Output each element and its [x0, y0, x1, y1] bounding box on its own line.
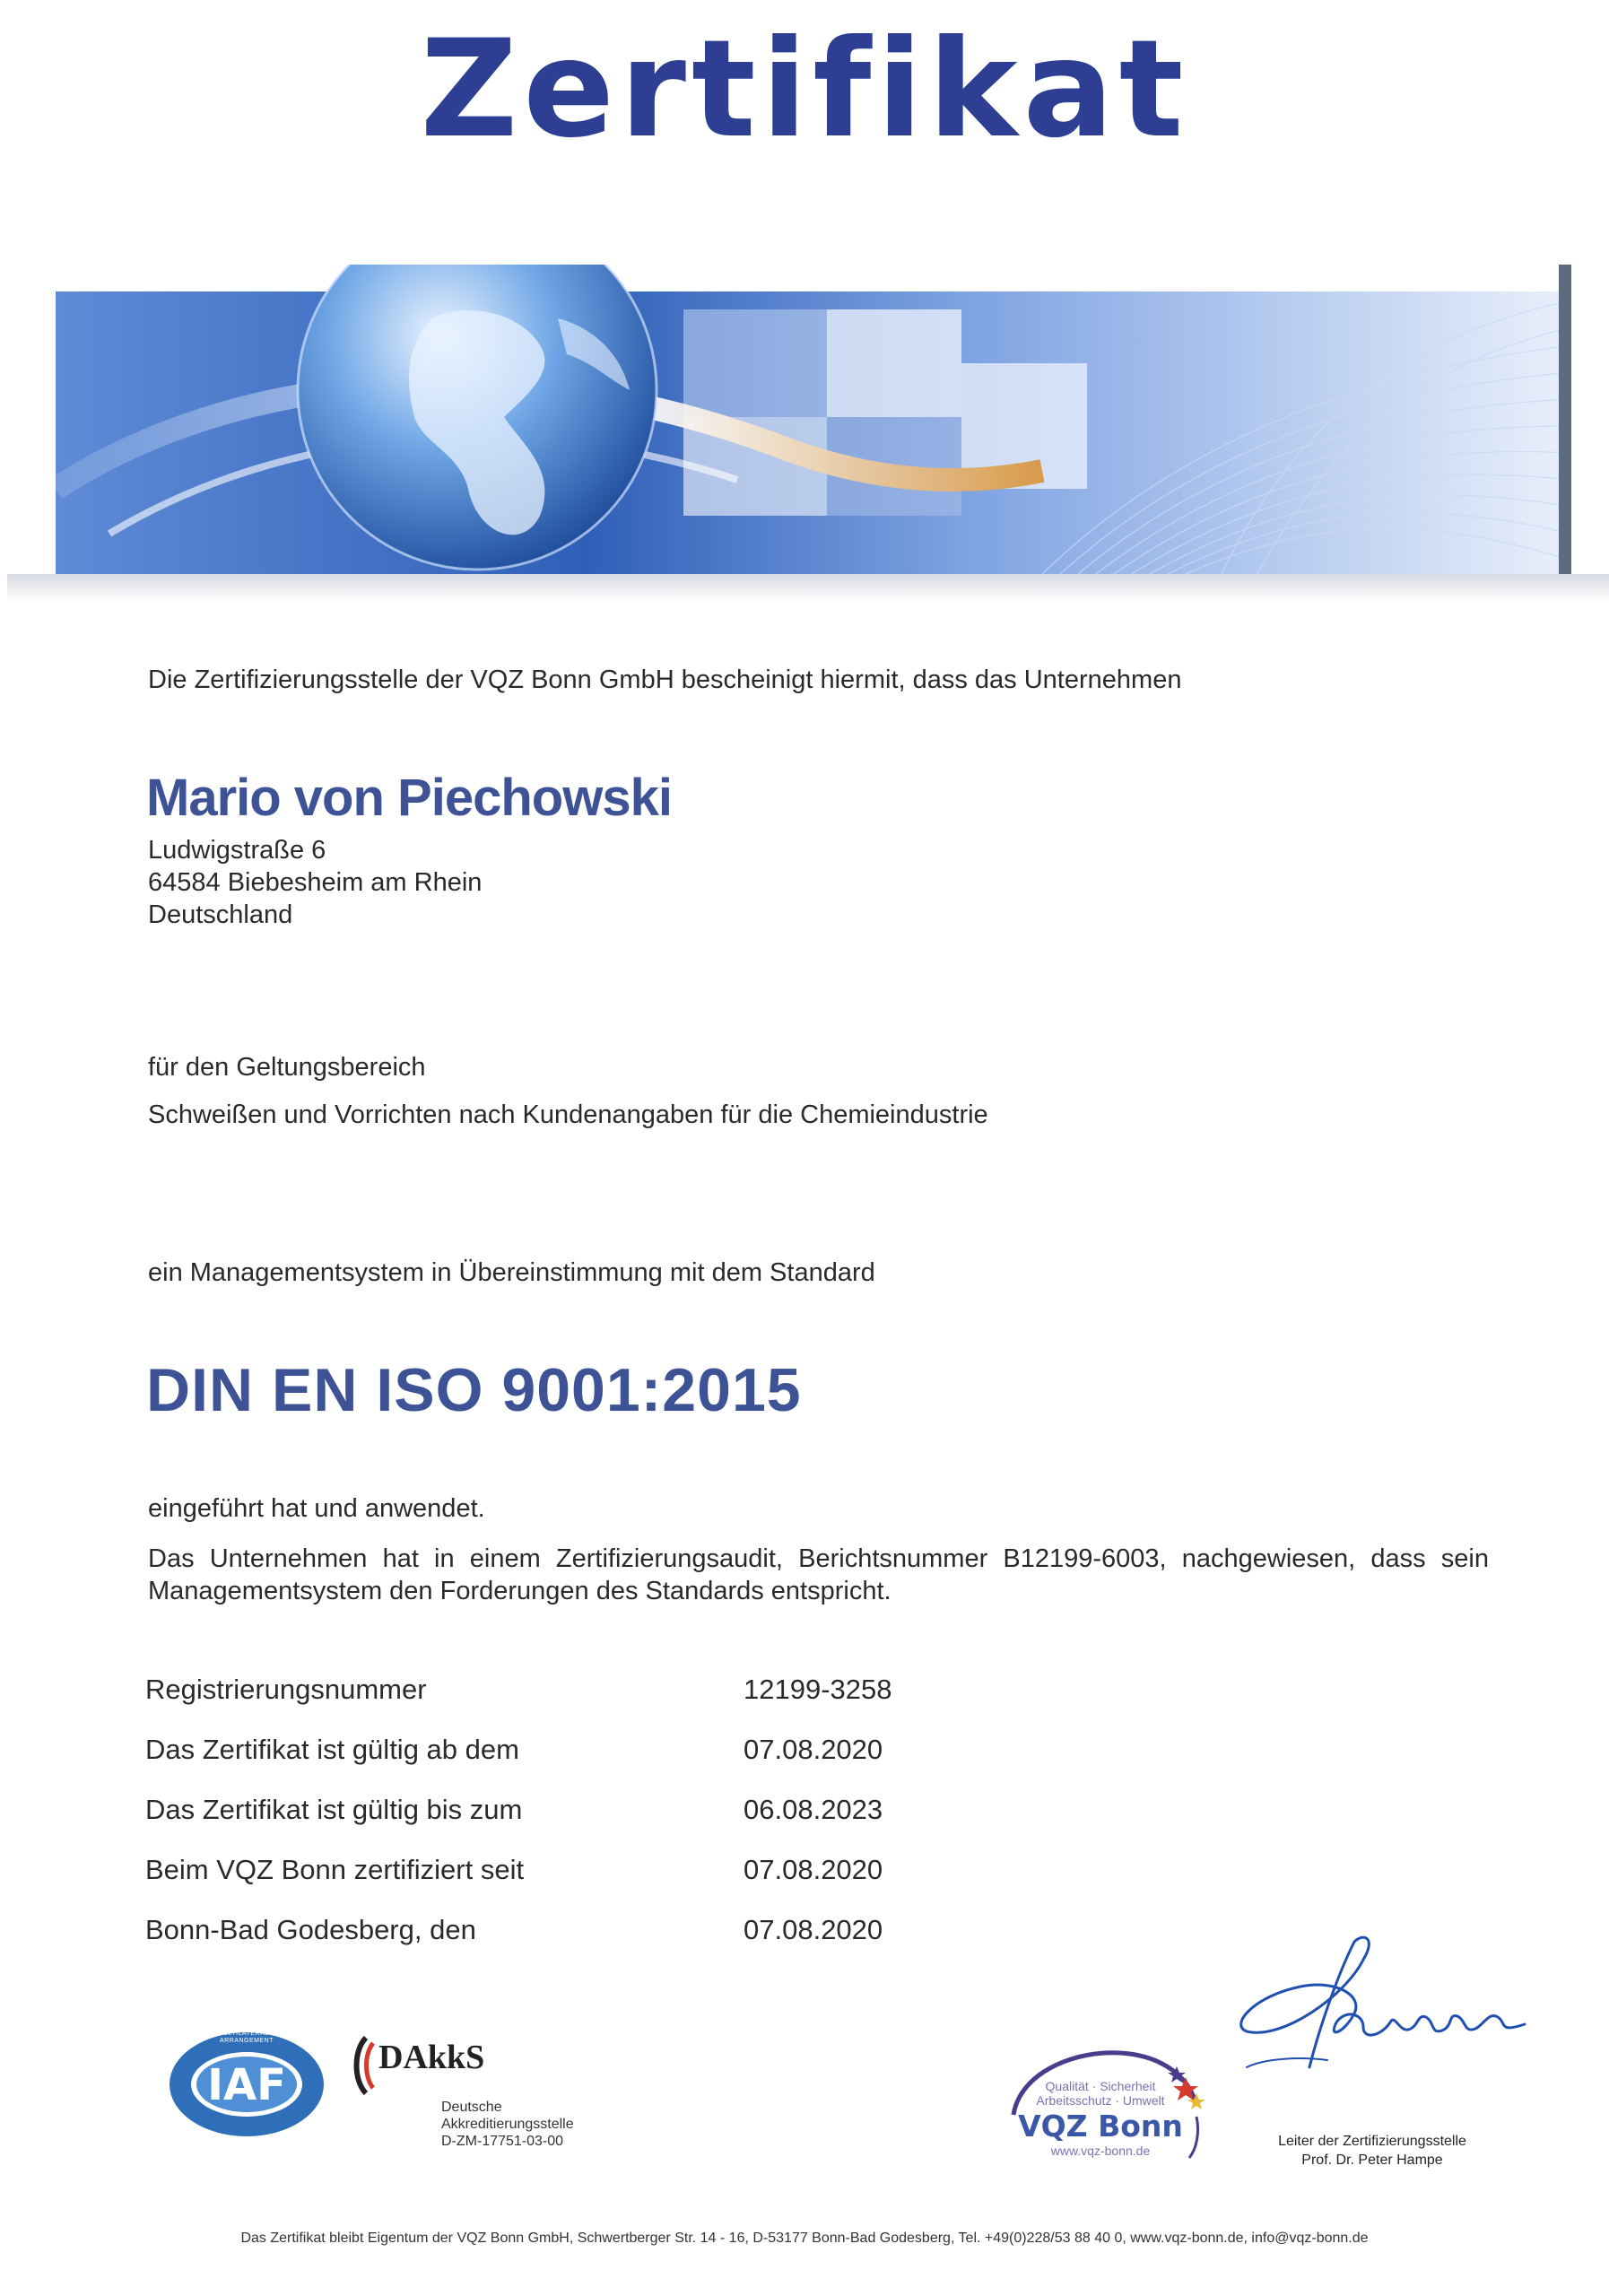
vqz-line1: Qualität · Sicherheit	[1045, 2079, 1156, 2093]
signature-image	[1229, 1924, 1534, 2085]
signatory-name: Prof. Dr. Peter Hampe	[1301, 2152, 1443, 2168]
audit-statement: Das Unternehmen hat in einem Zertifizierungsaudit, Berichtsnummer B12199-6003, nachgewiesen, dass sein Managementsystem den Forderungen des Standards entspricht.	[148, 1544, 1489, 1605]
company-city: 64584 Biebesheim am Rhein	[148, 868, 483, 897]
detail-value-place-date: 07.08.2020	[744, 1914, 883, 1945]
detail-label-certified-since: Beim VQZ Bonn zertifiziert seit	[145, 1854, 525, 1885]
detail-value-certified-since: 07.08.2020	[744, 1854, 883, 1885]
globe-banner-image	[56, 265, 1571, 574]
detail-label-registration: Registrierungsnummer	[145, 1674, 427, 1705]
dakks-bars-icon	[341, 2034, 377, 2097]
vqz-bonn-logo	[997, 2016, 1213, 2169]
vqz-url: www.vqz-bonn.de	[1050, 2144, 1151, 2158]
dakks-line1: Deutsche	[441, 2100, 502, 2115]
certificate-title: Zertifikat	[420, 12, 1189, 168]
scope-text: Schweißen und Vorrichten nach Kundenangaben für die Chemieindustrie	[148, 1100, 988, 1129]
iaf-ring-text: MEMBER OF MULTILATERAL RECOGNITION ARRANGEMENT	[173, 2031, 320, 2044]
standard-name: DIN EN ISO 9001:2015	[146, 1356, 802, 1424]
detail-label-valid-from: Das Zertifikat ist gültig ab dem	[145, 1734, 519, 1765]
banner-shadow	[7, 574, 1609, 603]
detail-label-place-date: Bonn-Bad Godesberg, den	[145, 1914, 476, 1945]
vqz-line2: Arbeitsschutz · Umwelt	[1036, 2093, 1165, 2108]
intro-text: Die Zertifizierungsstelle der VQZ Bonn GmbH bescheinigt hiermit, dass das Unternehmen	[148, 665, 1182, 694]
dakks-line2: Akkreditierungsstelle	[441, 2117, 574, 2132]
detail-label-valid-until: Das Zertifikat ist gültig bis zum	[145, 1794, 523, 1825]
iaf-logo-text: IAF	[207, 2060, 286, 2110]
detail-value-valid-from: 07.08.2020	[744, 1734, 883, 1765]
iaf-logo	[166, 2029, 327, 2141]
scope-label: für den Geltungsbereich	[148, 1053, 426, 1082]
footer-text: Das Zertifikat bleibt Eigentum der VQZ Bonn GmbH, Schwertberger Str. 14 - 16, D-53177 Bonn-Bad Godesberg, Tel. +49(0)228/53 88 40 0, www.vqz-bonn.de, info@vqz-bonn.de	[240, 2231, 1369, 2246]
signatory-role: Leiter der Zertifizierungsstelle	[1278, 2134, 1466, 2149]
standard-outro: eingeführt hat und anwendet.	[148, 1494, 485, 1523]
company-street: Ludwigstraße 6	[148, 836, 326, 865]
company-country: Deutschland	[148, 900, 293, 929]
dakks-line3: D-ZM-17751-03-00	[441, 2134, 564, 2149]
vqz-name: VQZ Bonn	[1018, 2109, 1183, 2144]
company-name: Mario von Piechowski	[146, 769, 672, 827]
standard-intro: ein Managementsystem in Übereinstimmung mit dem Standard	[148, 1258, 875, 1287]
dakks-logo	[341, 2034, 610, 2160]
detail-value-valid-until: 06.08.2023	[744, 1794, 883, 1825]
detail-value-registration: 12199-3258	[744, 1674, 892, 1705]
dakks-name: DAkkS	[378, 2039, 485, 2076]
